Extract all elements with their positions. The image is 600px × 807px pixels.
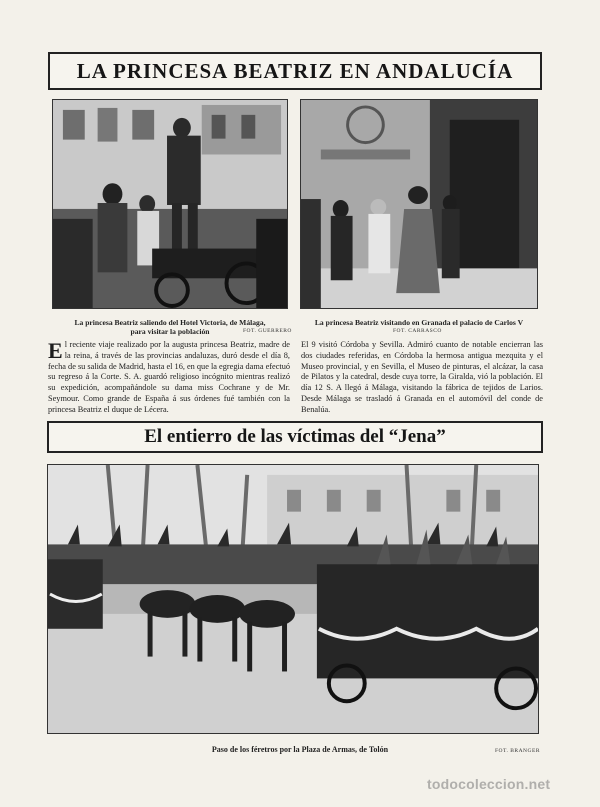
credit-branger: FOT. BRANGER xyxy=(495,748,541,754)
headline-princess: LA PRINCESA BEATRIZ EN ANDALUCÍA xyxy=(76,58,514,83)
article-column-left-text: l reciente viaje realizado por la augusta princesa Beatriz, madre de la reina, á través de las provincias andaluzas, duró desde el día 8, fecha de su salida de Madrid, hasta el 16, en que la egregia dama efectuó su regreso á la Corte. S. A. guardó religioso incógnito mientras realizó su expedición, acompañándole su dama miss Cochrane y de Mr. Seymour. Como grande de España á sus órdenes fué también con la princesa Beatriz el duque de Lécera. xyxy=(48,340,290,414)
caption-palacio xyxy=(300,318,538,327)
dropcap: E xyxy=(48,338,63,363)
watermark: todocoleccion.net xyxy=(427,776,551,792)
photo-palacio-carlos-v xyxy=(300,99,538,309)
caption-hotel-victoria-line2: para visitar la población xyxy=(130,327,210,336)
credit-guerrero: FOT. GUERRERO xyxy=(243,328,292,334)
article-column-left xyxy=(48,340,290,416)
headline-box-princess xyxy=(48,52,542,90)
photo-funeral-procession xyxy=(47,464,539,734)
caption-hotel-victoria-line1: La princesa Beatriz saliendo del Hotel Victoria, de Málaga, xyxy=(74,318,266,327)
article-column-right-text: El 9 visitó Córdoba y Sevilla. Admiró cuanto de notable encierran las dos ciudades referidas, en Córdoba la hermosa antigua mezquita y el Museo provincial, y en Sevilla, el Museo de pinturas, el alcázar, la casa de Pilatos y la catedral, desde cuya torre, la Giralda, vió la población. El día 12 S. A llegó á Málaga, visitando la fábrica de tejidos de Larios. Desde Málaga se trasladó á Granada en el automóvil del conde de Benalúa. xyxy=(301,340,543,414)
caption-funeral: Paso de los féretros por la Plaza de Armas, de Tolón xyxy=(211,745,389,754)
headline-jena: El entierro de las víctimas del “Jena” xyxy=(144,426,446,447)
credit-carrasco: FOT. CARRASCO xyxy=(393,328,442,334)
photo-hotel-victoria xyxy=(52,99,288,309)
headline-box-jena xyxy=(47,421,543,453)
caption-palacio-text: La princesa Beatriz visitando en Granada el palacio de Carlos V xyxy=(314,318,524,327)
article-column-right xyxy=(301,340,543,416)
